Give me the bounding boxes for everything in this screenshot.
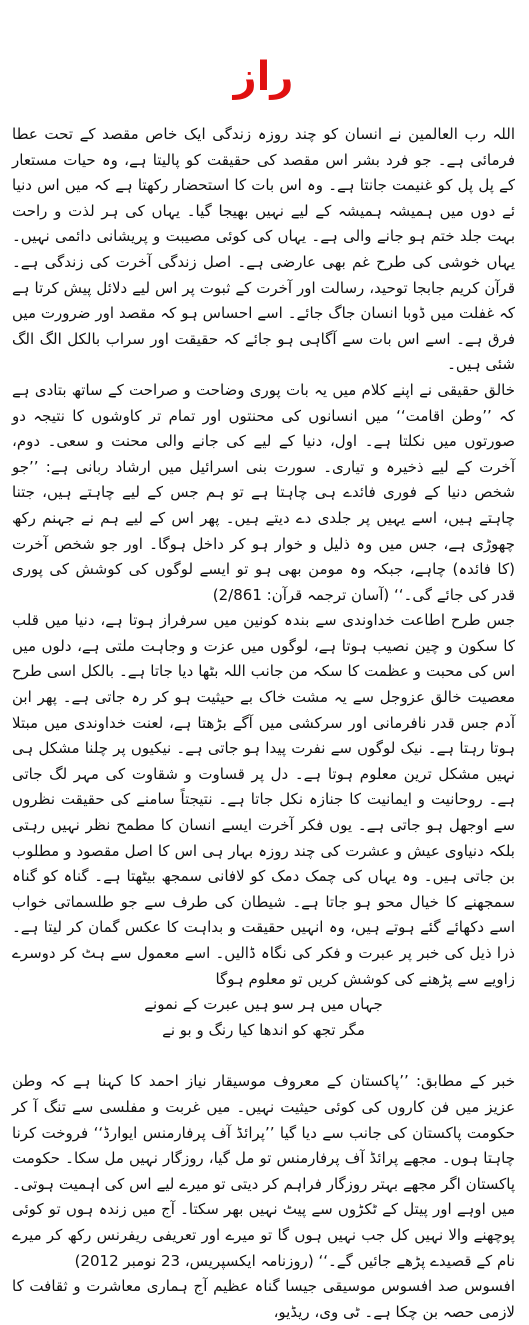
paragraph-1: اللہ رب العالمین نے انسان کو چند روزہ زندگی ایک خاص مقصد کے تحت عطا فرمائی ہے۔ جو فرد بشر اس مقصد کی حقیقت کو پالیتا ہے، وہ حیات مستعار کے پل پل کو غنیمت جانتا ہے۔ وہ اس بات کا استحضار رکھتا ہے کہ میں اس دنیا ئے دوں میں ہمیشہ ہمیشہ کے لیے نہیں بھیجا گیا۔ یہاں کی ہر لذت و راحت بہت جلد ختم ہو جانے والی ہے۔ یہاں کی کوئی مصیبت و پریشانی دائمی نہیں۔ یہاں خوشی کی طرح غم بھی عارضی ہے۔ اصل زندگی آخرت کی زندگی ہے۔ قرآن کریم جابجا توحید، رسالت اور آخرت کے ثبوت پر اس لیے دلائل پیش کرتا ہے کہ غفلت میں ڈوبا انسان جاگ جائے۔ اسے احساس ہو کہ مقصد اور ضرورت میں فرق ہے۔ اسے اس بات سے آگاہی ہو جائے کہ حقیقت اور سراب بالکل الگ الگ شئی ہیں۔	[12, 125, 515, 374]
paragraph-2: خالق حقیقی نے اپنے کلام میں یہ بات پوری وضاحت و صراحت کے ساتھ بتادی ہے کہ ’’وطن اقامت‘‘ میں انسانوں کی محنتوں اور تمام تر کاوشوں کا نتیجہ دو صورتوں میں نکلتا ہے۔ اول، دنیا کے لیے کی جانے والی محنت و سعی۔ دوم، آخرت کے لیے ذخیرہ و تیاری۔ سورت بنی اسرائیل میں ارشاد ربانی ہے: ’’جو شخص دنیا کے فوری فائدے ہی چاہتا ہے تو ہم جس کے لیے چاہتے ہیں، جتنا چاہتے ہیں، اسے یہیں پر جلدی دے دیتے ہیں۔ پھر اس کے لیے ہم نے جہنم رکھ چھوڑی ہے، جس میں وہ ذلیل و خوار ہو کر داخل ہوگا۔ اور جو شخص آخرت (کا فائدہ) چاہے، جبکہ وہ مومن بھی ہو تو ایسے لوگوں کی کوشش کی پوری قدر کی جائے گی۔‘‘ (آسان ترجمہ قرآن: 2/861)	[12, 380, 515, 604]
paragraph-3: جس طرح اطاعت خداوندی سے بندہ کونین میں سرفراز ہوتا ہے، دنیا میں قلب کا سکون و چین نصیب ہوتا ہے، لوگوں میں عزت و وجاہت ملتی ہے، دلوں میں اس کی محبت و عظمت کا سکہ من جانب اللہ بٹھا دیا جاتا ہے۔ بالکل اسی طرح معصیت خالق عزوجل سے یہ مشت خاک بے حیثیت ہو کر رہ جاتی ہے۔ پھر ابن آدم جس قدر نافرمانی اور سرکشی میں آگے بڑھتا ہے، لعنت خداوندی میں مبتلا ہوتا رہتا ہے۔ نیک لوگوں سے نفرت پیدا ہو جاتی ہے۔ نیکیوں پر چلنا مشکل ہی نہیں مشکل ترین معلوم ہوتا ہے۔ دل پر قساوت و شقاوت کی مہر لگ جاتی ہے۔ روحانیت و ایمانیت کا جنازہ نکل جاتا ہے۔ نتیجتاً سامنے کی حقیقت نظروں سے اوجھل ہو جاتی ہے۔ یوں فکر آخرت ایسے انسان کا مطمح نظر نہیں رہتی بلکہ دنیاوی عیش و عشرت کی چند روزہ بہار ہی اس کا اصل مقصود و مطلوب بن جاتی ہیں۔ وہ یہاں کی چمک دمک کو لافانی سمجھ بیٹھتا ہے۔ گناہ کو گناہ سمجھنے کا خیال محو ہو جاتا ہے۔ شیطان کی طرف سے جو طلسماتی خواب اسے دکھائے گئے ہوتے ہیں، وہ انہیں حقیقت و بداہت کا عکس گمان کر لیتا ہے۔ ذرا ذیل کی خبر پر عبرت و فکر کی نگاہ ڈالیں۔ اسے معمول سے ہٹ کر دوسرے زاویے سے پڑھنے کی کوشش کریں تو معلوم ہوگا	[12, 611, 515, 988]
verse-line-1: جہاں میں ہر سو ہیں عبرت کے نمونے	[144, 995, 383, 1014]
article-body	[12, 122, 515, 1325]
paragraph-last: افسوس صد افسوس موسیقی جیسا گناہ عظیم آج ہماری معاشرت و ثقافت کا لازمی حصہ بن چکا ہے۔ ٹی وی، ریڈیو،	[12, 1277, 515, 1321]
paragraph-news-quote: خبر کے مطابق: ’’پاکستان کے معروف موسیقار نیاز احمد کا کہنا ہے کہ وطن عزیز میں فن کاروں کی کوئی حیثیت نہیں۔ میں غربت و مفلسی سے تنگ آ کر حکومت پاکستان کی جانب سے دیا گیا ’’پرائڈ آف پرفارمنس ایوارڈ‘‘ فروخت کرنا چاہتا ہوں۔ مجھے پرائڈ آف پرفارمنس تو مل گیا، روزگار نہیں مل سکا۔ حکومت پاکستان اگر مجھے بہتر روزگار فراہم کر دیتی تو میرے لیے اس کی اہمیت ہوتی۔ میں اوہے اور پیتل کے ٹکڑوں سے پیٹ نہیں بھر سکتا۔ آج میں زندہ ہوں تو کوئی پوچھنے والا نہیں کل جب نہیں ہوں گا تو میرے اور تعریفی ریفرنس رکھ کر میرے نام کے قصیدے پڑھے جائیں گے۔‘‘ (روزنامہ ایکسپریس، 23 نومبر 2012)	[12, 1072, 515, 1270]
verse-line-2: مگر تجھ کو اندھا کیا رنگ و بو نے	[162, 1020, 365, 1039]
verse-couplet	[12, 992, 515, 1043]
article-title: راز	[233, 54, 294, 100]
